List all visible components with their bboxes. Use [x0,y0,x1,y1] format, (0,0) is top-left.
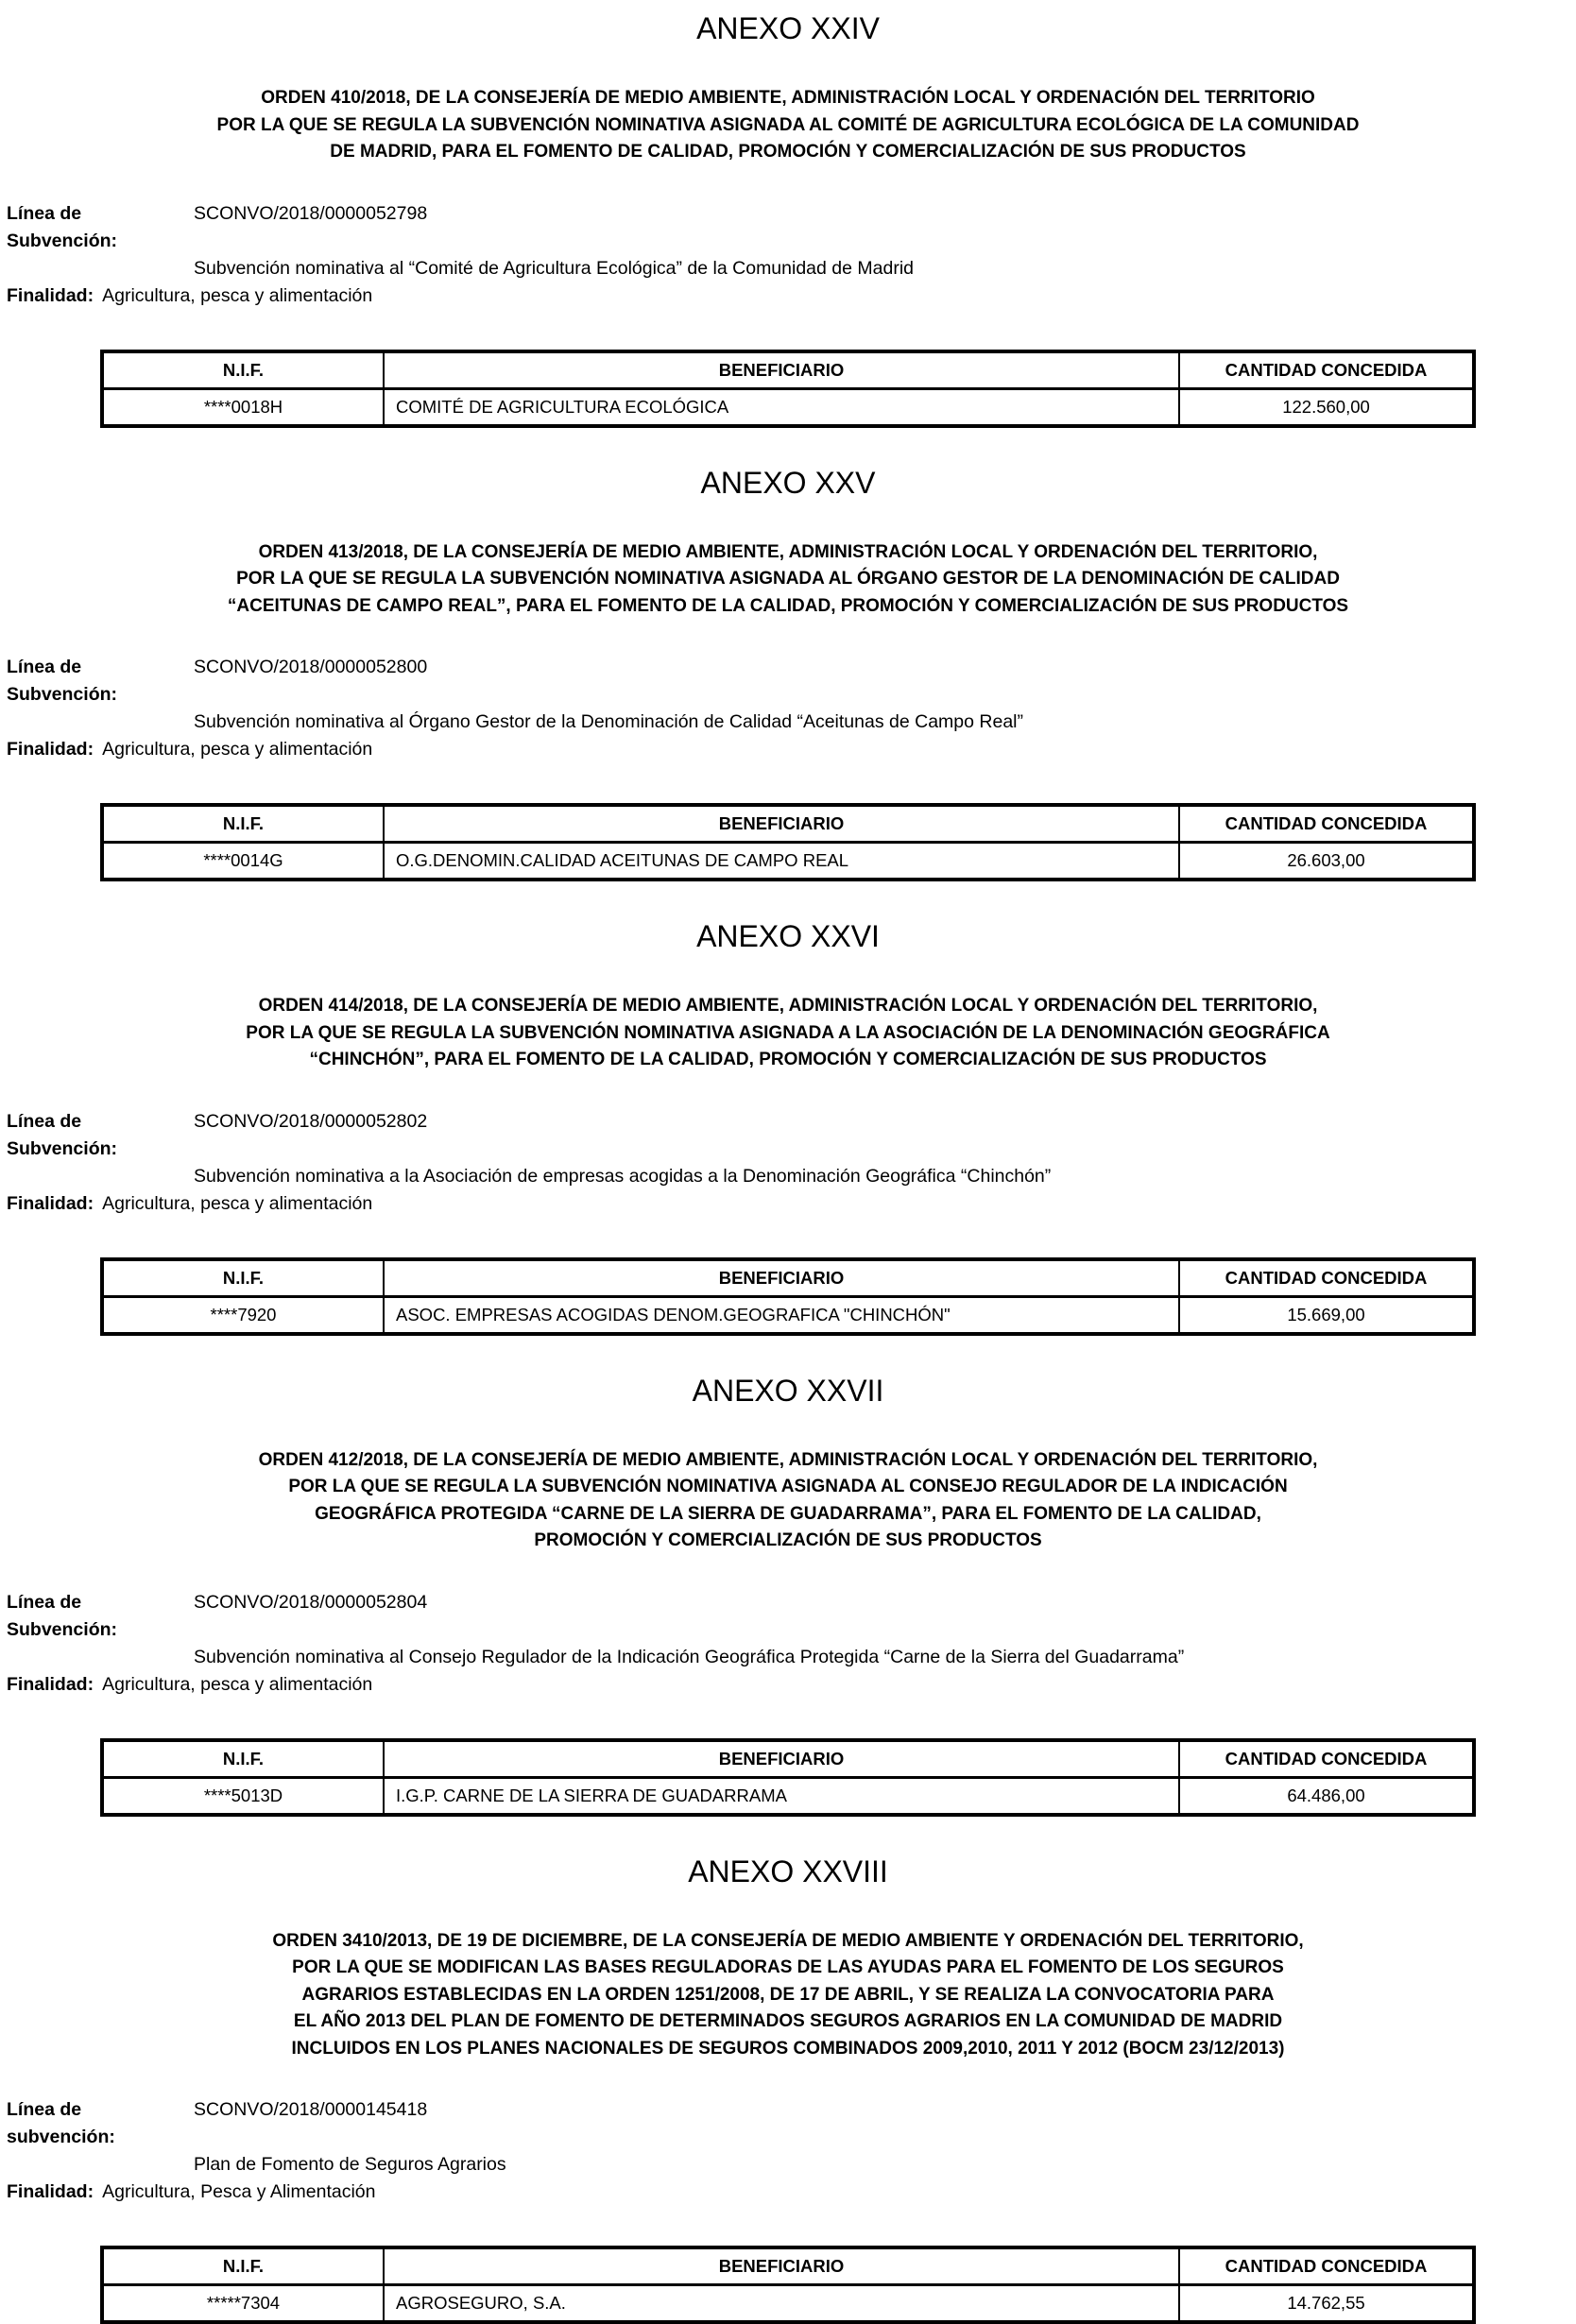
linea-row [7,654,1576,709]
grant-table-header-row [102,805,1474,843]
grant-table-header-cell: BENEFICIARIO [384,1740,1179,1778]
linea-code: SCONVO/2018/0000052802 [194,1108,427,1136]
grant-table-row [102,1777,1474,1815]
grant-table-header-row [102,351,1474,389]
order-paragraph [0,1928,1576,2063]
order-paragraph-line: “ACEITUNAS DE CAMPO REAL”, PARA EL FOMENTO DE LA CALIDAD, PROMOCIÓN Y COMERCIALIZACIÓN DE SUS PRODUCTOS [0,593,1576,621]
linea-desc: Subvención nominativa a la Asociación de empresas acogidas a la Denominación Geográfica “Chinchón” [194,1163,1051,1190]
finalidad-row [7,736,1576,763]
order-paragraph-line: POR LA QUE SE REGULA LA SUBVENCIÓN NOMINATIVA ASIGNADA A LA ASOCIACIÓN DE LA DENOMINACIÓN GEOGRÁFICA [0,1020,1576,1048]
linea-label: Línea de Subvención: [7,1108,194,1163]
order-paragraph [0,85,1576,166]
linea-desc: Subvención nominativa al Consejo Regulador de la Indicación Geográfica Protegida “Carne de la Sierra del Guadarrama” [194,1644,1184,1671]
grant-table-header-cell: N.I.F. [102,805,384,843]
finalidad-label: Finalidad: [7,736,94,763]
linea-row [7,1108,1576,1163]
finalidad-value: Agricultura, pesca y alimentación [102,1190,372,1218]
cantidad-cell: 26.603,00 [1179,843,1474,880]
anexo-section [0,1374,1576,1817]
finalidad-value: Agricultura, pesca y alimentación [102,736,372,763]
finalidad-row [7,1190,1576,1218]
linea-row [7,200,1576,255]
cantidad-cell: 14.762,55 [1179,2285,1474,2323]
anexo-title: ANEXO XXV [0,466,1576,500]
grant-table-header-cell: CANTIDAD CONCEDIDA [1179,2247,1474,2285]
order-paragraph-line: AGRARIOS ESTABLECIDAS EN LA ORDEN 1251/2008, DE 17 DE ABRIL, Y SE REALIZA LA CONVOCATORIA PARA [0,1982,1576,2009]
linea-code: SCONVO/2018/0000145418 [194,2096,427,2124]
grant-table-header-cell: BENEFICIARIO [384,351,1179,389]
grant-table-header-cell: BENEFICIARIO [384,2247,1179,2285]
subvention-meta [0,654,1576,763]
order-paragraph-line: EL AÑO 2013 DEL PLAN DE FOMENTO DE DETERMINADOS SEGUROS AGRARIOS EN LA COMUNIDAD DE MADRID [0,2008,1576,2036]
cantidad-cell: 64.486,00 [1179,1777,1474,1815]
grant-table-header-cell: BENEFICIARIO [384,1259,1179,1297]
subvention-meta [0,1589,1576,1699]
grant-table-header-row [102,2247,1474,2285]
grant-table-header-cell: BENEFICIARIO [384,805,1179,843]
anexo-section [0,919,1576,1336]
order-paragraph-line: POR LA QUE SE MODIFICAN LAS BASES REGULADORAS DE LAS AYUDAS PARA EL FOMENTO DE LOS SEGUROS [0,1955,1576,1982]
order-paragraph-line: ORDEN 413/2018, DE LA CONSEJERÍA DE MEDIO AMBIENTE, ADMINISTRACIÓN LOCAL Y ORDENACIÓN DEL TERRITORIO, [0,539,1576,567]
beneficiario-cell: ASOC. EMPRESAS ACOGIDAS DENOM.GEOGRAFICA "CHINCHÓN" [384,1296,1179,1334]
nif-cell: ****5013D [102,1777,384,1815]
finalidad-label: Finalidad: [7,2179,94,2206]
finalidad-value: Agricultura, pesca y alimentación [102,282,372,310]
cantidad-cell: 15.669,00 [1179,1296,1474,1334]
beneficiario-cell: COMITÉ DE AGRICULTURA ECOLÓGICA [384,388,1179,426]
nif-cell: ****0018H [102,388,384,426]
order-paragraph-line: “CHINCHÓN”, PARA EL FOMENTO DE LA CALIDAD, PROMOCIÓN Y COMERCIALIZACIÓN DE SUS PRODUCTOS [0,1047,1576,1074]
beneficiario-cell: O.G.DENOMIN.CALIDAD ACEITUNAS DE CAMPO REAL [384,843,1179,880]
nif-cell: ****0014G [102,843,384,880]
linea-desc-row [7,1644,1576,1671]
order-paragraph-line: ORDEN 412/2018, DE LA CONSEJERÍA DE MEDIO AMBIENTE, ADMINISTRACIÓN LOCAL Y ORDENACIÓN DEL TERRITORIO, [0,1447,1576,1475]
grant-table [100,1738,1476,1817]
grant-table-row [102,843,1474,880]
order-paragraph-line: ORDEN 410/2018, DE LA CONSEJERÍA DE MEDIO AMBIENTE, ADMINISTRACIÓN LOCAL Y ORDENACIÓN DEL TERRITORIO [0,85,1576,112]
order-paragraph-line: POR LA QUE SE REGULA LA SUBVENCIÓN NOMINATIVA ASIGNADA AL CONSEJO REGULADOR DE LA INDICACIÓN [0,1474,1576,1501]
grant-table [100,803,1476,881]
order-paragraph [0,539,1576,621]
linea-row [7,1589,1576,1644]
grant-table-header-cell: N.I.F. [102,2247,384,2285]
linea-desc-row [7,709,1576,736]
grant-table-header-row [102,1740,1474,1778]
anexo-section [0,466,1576,882]
anexo-title: ANEXO XXVI [0,919,1576,953]
order-paragraph-line: PROMOCIÓN Y COMERCIALIZACIÓN DE SUS PRODUCTOS [0,1528,1576,1555]
anexo-title: ANEXO XXIV [0,11,1576,45]
grant-table [100,350,1476,428]
nif-cell: ****7920 [102,1296,384,1334]
linea-label: Línea de Subvención: [7,200,194,255]
linea-code: SCONVO/2018/0000052800 [194,654,427,681]
cantidad-cell: 122.560,00 [1179,388,1474,426]
linea-desc: Subvención nominativa al “Comité de Agricultura Ecológica” de la Comunidad de Madrid [194,255,914,282]
grant-table-header-cell: CANTIDAD CONCEDIDA [1179,1740,1474,1778]
linea-label: Línea de Subvención: [7,654,194,709]
linea-row [7,2096,1576,2151]
order-paragraph [0,993,1576,1074]
finalidad-row [7,2179,1576,2206]
finalidad-value: Agricultura, Pesca y Alimentación [102,2179,375,2206]
grant-table-row [102,1296,1474,1334]
finalidad-label: Finalidad: [7,1671,94,1699]
finalidad-row [7,282,1576,310]
anexo-section [0,11,1576,428]
subvention-meta [0,2096,1576,2206]
linea-code: SCONVO/2018/0000052804 [194,1589,427,1616]
grant-table-header-cell: CANTIDAD CONCEDIDA [1179,805,1474,843]
grant-table [100,1257,1476,1336]
order-paragraph-line: INCLUIDOS EN LOS PLANES NACIONALES DE SEGUROS COMBINADOS 2009,2010, 2011 Y 2012 (BOCM 23/12/2013) [0,2036,1576,2063]
nif-cell: *****7304 [102,2285,384,2323]
order-paragraph-line: POR LA QUE SE REGULA LA SUBVENCIÓN NOMINATIVA ASIGNADA AL COMITÉ DE AGRICULTURA ECOLÓGICA DE LA COMUNIDAD [0,112,1576,140]
grant-table-header-cell: N.I.F. [102,351,384,389]
order-paragraph-line: ORDEN 414/2018, DE LA CONSEJERÍA DE MEDIO AMBIENTE, ADMINISTRACIÓN LOCAL Y ORDENACIÓN DEL TERRITORIO, [0,993,1576,1020]
linea-label: Línea de subvención: [7,2096,194,2151]
grant-table [100,2246,1476,2324]
linea-label: Línea de Subvención: [7,1589,194,1644]
grant-table-header-cell: CANTIDAD CONCEDIDA [1179,351,1474,389]
anexo-title: ANEXO XXVII [0,1374,1576,1408]
grant-table-header-cell: CANTIDAD CONCEDIDA [1179,1259,1474,1297]
subvention-meta [0,200,1576,310]
linea-desc-row [7,2151,1576,2179]
order-paragraph-line: POR LA QUE SE REGULA LA SUBVENCIÓN NOMINATIVA ASIGNADA AL ÓRGANO GESTOR DE LA DENOMINACIÓN DE CALIDAD [0,566,1576,593]
finalidad-label: Finalidad: [7,282,94,310]
anexo-section [0,1854,1576,2324]
anexo-title: ANEXO XXVIII [0,1854,1576,1888]
finalidad-row [7,1671,1576,1699]
grant-table-header-row [102,1259,1474,1297]
linea-desc-row [7,255,1576,282]
finalidad-label: Finalidad: [7,1190,94,1218]
order-paragraph-line: GEOGRÁFICA PROTEGIDA “CARNE DE LA SIERRA DE GUADARRAMA”, PARA EL FOMENTO DE LA CALIDAD, [0,1501,1576,1529]
linea-code: SCONVO/2018/0000052798 [194,200,427,228]
subvention-meta [0,1108,1576,1218]
linea-desc-row [7,1163,1576,1190]
beneficiario-cell: AGROSEGURO, S.A. [384,2285,1179,2323]
grant-table-header-cell: N.I.F. [102,1259,384,1297]
linea-desc: Plan de Fomento de Seguros Agrarios [194,2151,506,2179]
order-paragraph [0,1447,1576,1555]
grant-table-header-cell: N.I.F. [102,1740,384,1778]
grant-table-row [102,2285,1474,2323]
linea-desc: Subvención nominativa al Órgano Gestor de la Denominación de Calidad “Aceitunas de Campo Real” [194,709,1023,736]
order-paragraph-line: ORDEN 3410/2013, DE 19 DE DICIEMBRE, DE LA CONSEJERÍA DE MEDIO AMBIENTE Y ORDENACIÓN DEL TERRITORIO, [0,1928,1576,1956]
finalidad-value: Agricultura, pesca y alimentación [102,1671,372,1699]
order-paragraph-line: DE MADRID, PARA EL FOMENTO DE CALIDAD, PROMOCIÓN Y COMERCIALIZACIÓN DE SUS PRODUCTOS [0,139,1576,166]
beneficiario-cell: I.G.P. CARNE DE LA SIERRA DE GUADARRAMA [384,1777,1179,1815]
grant-table-row [102,388,1474,426]
